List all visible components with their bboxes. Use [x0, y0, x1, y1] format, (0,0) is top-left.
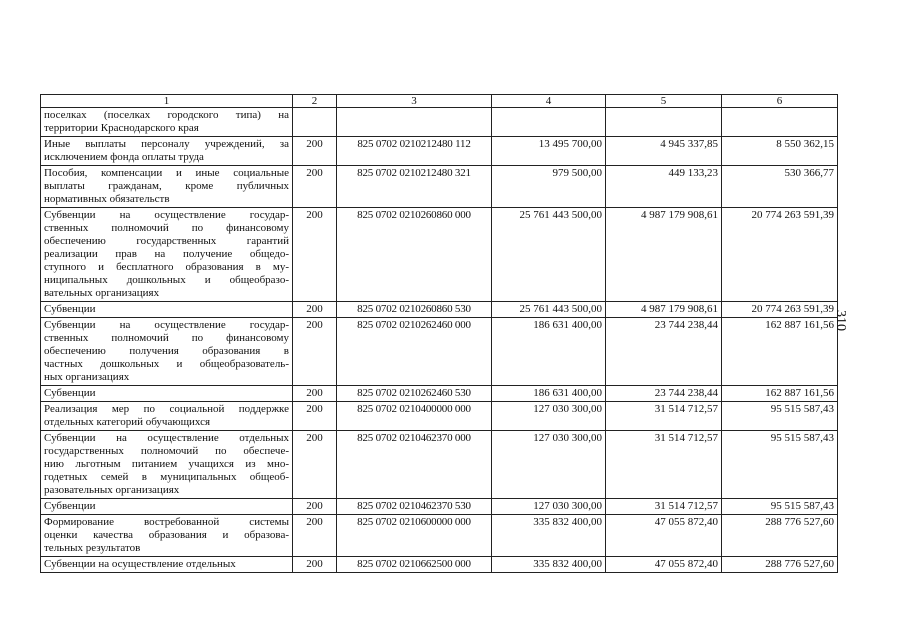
description-line: ных организациях — [44, 371, 130, 383]
description-line: Иные выплаты персоналу учреждений, за — [44, 138, 289, 150]
classification-cell: 825 0702 0210262460 000 — [337, 318, 492, 386]
executed-amount-cell: 47 055 872,40 — [606, 515, 722, 557]
description-line: ниципальных дошкольных и общеобразо- — [44, 274, 289, 286]
description-line: частных дошкольных и общеобразователь- — [44, 358, 289, 370]
table-row — [41, 431, 838, 499]
executed-amount-cell: 47 055 872,40 — [606, 557, 722, 573]
code-cell: 200 — [293, 318, 337, 386]
approved-amount-cell: 335 832 400,00 — [492, 557, 606, 573]
classification-cell: 825 0702 0210400000 000 — [337, 402, 492, 431]
description-line: Субвенции на осуществление государ- — [44, 209, 289, 221]
code-cell: 200 — [293, 431, 337, 499]
classification-cell: 825 0702 0210260860 530 — [337, 302, 492, 318]
approved-amount-cell: 127 030 300,00 — [492, 431, 606, 499]
description-line: тельных результатов — [44, 542, 141, 554]
classification-cell: 825 0702 0210600000 000 — [337, 515, 492, 557]
description-line: обеспечению получения образования в — [44, 345, 289, 357]
description-cell — [41, 166, 293, 208]
remaining-amount-cell: 288 776 527,60 — [722, 515, 838, 557]
approved-amount-cell: 25 761 443 500,00 — [492, 208, 606, 302]
remaining-amount-cell: 95 515 587,43 — [722, 499, 838, 515]
description-line: государственных полномочий по обеспече- — [44, 445, 289, 457]
header-cell-6: 6 — [722, 95, 838, 108]
description-line: Пособия, компенсации и иные социальные — [44, 167, 289, 179]
table-row — [41, 137, 838, 166]
table-row — [41, 499, 838, 515]
description-line: оценки качества образования и образова- — [44, 529, 289, 541]
remaining-amount-cell: 8 550 362,15 — [722, 137, 838, 166]
approved-amount-cell — [492, 108, 606, 137]
description-cell — [41, 108, 293, 137]
description-line: Субвенции на осуществление отдельных — [44, 558, 236, 570]
classification-cell: 825 0702 0210662500 000 — [337, 557, 492, 573]
approved-amount-cell: 127 030 300,00 — [492, 402, 606, 431]
page-number: 310 — [833, 310, 848, 331]
description-cell — [41, 208, 293, 302]
description-cell — [41, 318, 293, 386]
description-line: выплаты гражданам, кроме публичных — [44, 180, 289, 192]
table-row — [41, 515, 838, 557]
description-line: реализации прав на получение общедо- — [44, 248, 289, 260]
description-cell — [41, 137, 293, 166]
code-cell: 200 — [293, 402, 337, 431]
classification-cell: 825 0702 0210212480 321 — [337, 166, 492, 208]
description-line: Субвенции — [44, 303, 96, 315]
header-cell-5: 5 — [606, 95, 722, 108]
table-row — [41, 166, 838, 208]
remaining-amount-cell: 95 515 587,43 — [722, 431, 838, 499]
description-cell — [41, 431, 293, 499]
approved-amount-cell: 335 832 400,00 — [492, 515, 606, 557]
budget-table — [40, 94, 838, 573]
executed-amount-cell: 23 744 238,44 — [606, 318, 722, 386]
executed-amount-cell: 31 514 712,57 — [606, 499, 722, 515]
table-row — [41, 108, 838, 137]
description-line: Формирование востребованной системы — [44, 516, 289, 528]
classification-cell — [337, 108, 492, 137]
remaining-amount-cell: 95 515 587,43 — [722, 402, 838, 431]
remaining-amount-cell — [722, 108, 838, 137]
description-line: поселках (поселках городского типа) на — [44, 109, 289, 121]
description-cell — [41, 302, 293, 318]
approved-amount-cell: 979 500,00 — [492, 166, 606, 208]
header-cell-4: 4 — [492, 95, 606, 108]
code-cell: 200 — [293, 515, 337, 557]
approved-amount-cell: 127 030 300,00 — [492, 499, 606, 515]
description-line: Субвенции — [44, 500, 96, 512]
executed-amount-cell: 23 744 238,44 — [606, 386, 722, 402]
remaining-amount-cell: 162 887 161,56 — [722, 318, 838, 386]
description-cell — [41, 402, 293, 431]
code-cell: 200 — [293, 499, 337, 515]
description-line: нормативных обязательств — [44, 193, 170, 205]
description-line: отдельных категорий обучающихся — [44, 416, 211, 428]
description-line: ственных полномочий по финансовому — [44, 222, 289, 234]
description-line: Субвенции на осуществление государ- — [44, 319, 289, 331]
table-row — [41, 208, 838, 302]
header-row — [41, 95, 838, 108]
header-cell-1: 1 — [41, 95, 293, 108]
remaining-amount-cell: 20 774 263 591,39 — [722, 208, 838, 302]
code-cell: 200 — [293, 137, 337, 166]
description-cell — [41, 557, 293, 573]
budget-table-body — [41, 95, 838, 573]
description-line: Реализация мер по социальной поддержке — [44, 403, 289, 415]
executed-amount-cell: 31 514 712,57 — [606, 431, 722, 499]
code-cell: 200 — [293, 386, 337, 402]
remaining-amount-cell: 162 887 161,56 — [722, 386, 838, 402]
executed-amount-cell: 31 514 712,57 — [606, 402, 722, 431]
description-line: Субвенции — [44, 387, 96, 399]
classification-cell: 825 0702 0210462370 000 — [337, 431, 492, 499]
remaining-amount-cell: 530 366,77 — [722, 166, 838, 208]
executed-amount-cell: 4 945 337,85 — [606, 137, 722, 166]
description-line: исключением фонда оплаты труда — [44, 151, 204, 163]
description-cell — [41, 386, 293, 402]
table-row — [41, 402, 838, 431]
executed-amount-cell: 4 987 179 908,61 — [606, 208, 722, 302]
description-line: вательных организациях — [44, 287, 160, 299]
description-line: разовательных организациях — [44, 484, 180, 496]
table-row — [41, 318, 838, 386]
code-cell: 200 — [293, 302, 337, 318]
table-row — [41, 557, 838, 573]
classification-cell: 825 0702 0210262460 530 — [337, 386, 492, 402]
description-cell — [41, 499, 293, 515]
approved-amount-cell: 13 495 700,00 — [492, 137, 606, 166]
description-line: ственных полномочий по финансовому — [44, 332, 289, 344]
description-line: Субвенции на осуществление отдельных — [44, 432, 289, 444]
approved-amount-cell: 25 761 443 500,00 — [492, 302, 606, 318]
header-cell-2: 2 — [293, 95, 337, 108]
table-row — [41, 386, 838, 402]
description-line: территории Краснодарского края — [44, 122, 199, 134]
classification-cell: 825 0702 0210462370 530 — [337, 499, 492, 515]
table-row — [41, 302, 838, 318]
executed-amount-cell: 449 133,23 — [606, 166, 722, 208]
header-cell-3: 3 — [337, 95, 492, 108]
remaining-amount-cell: 20 774 263 591,39 — [722, 302, 838, 318]
description-line: ступного и бесплатного образования в му- — [44, 261, 289, 273]
code-cell: 200 — [293, 208, 337, 302]
approved-amount-cell: 186 631 400,00 — [492, 318, 606, 386]
code-cell — [293, 108, 337, 137]
code-cell: 200 — [293, 166, 337, 208]
budget-table-wrapper — [40, 94, 838, 573]
executed-amount-cell: 4 987 179 908,61 — [606, 302, 722, 318]
classification-cell: 825 0702 0210212480 112 — [337, 137, 492, 166]
description-line: годетных семей в муниципальных общеоб- — [44, 471, 289, 483]
description-cell — [41, 515, 293, 557]
executed-amount-cell — [606, 108, 722, 137]
code-cell: 200 — [293, 557, 337, 573]
approved-amount-cell: 186 631 400,00 — [492, 386, 606, 402]
classification-cell: 825 0702 0210260860 000 — [337, 208, 492, 302]
description-line: нию льготным питанием учащихся из мно- — [44, 458, 289, 470]
remaining-amount-cell: 288 776 527,60 — [722, 557, 838, 573]
description-line: обеспечению государственных гарантий — [44, 235, 289, 247]
